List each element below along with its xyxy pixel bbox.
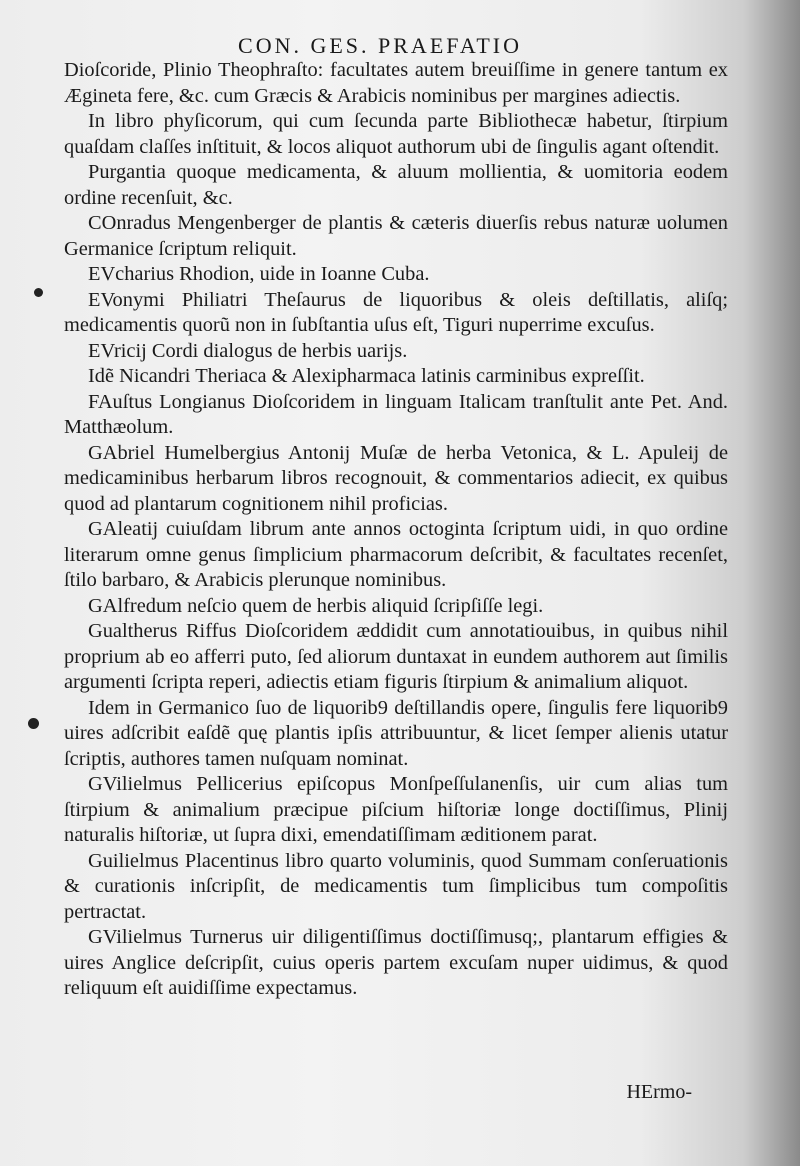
paragraph: EVricij Cordi dialogus de herbis uarijs. (88, 339, 408, 362)
paragraph: EVcharius Rhodion, uide in Ioanne Cuba. (88, 263, 430, 285)
paragraph: EVonymi Philiatri Theſaurus de liquoribus & oleis deſtillatis, aliſq; medicamentis quorũ non in ſubſtantia uſus eſt, Tiguri nuperrime excuſus. (64, 288, 728, 336)
body-text (64, 58, 728, 1002)
paragraph: Idẽ Nicandri Theriaca & Alexipharmaca latinis carminibus expreſſit. (88, 365, 645, 387)
paragraph: GAleatij cuiuſdam librum ante annos octoginta ſcriptum uidi, in quo ordine literarum omne genus ſimplicium pharmacorum deſcribit, & facultates recenſet, ſtilo barbaro, & Arabicis plerunque nominibus. (64, 518, 728, 591)
ink-spot (34, 288, 43, 297)
paragraph: Dioſcoride, Plinio Theophraſto: facultates autem breuiſſime in genere tantum ex Ægineta fere, &c. cum Græcis & Arabicis nominibus per margines adiectis. (64, 59, 728, 107)
paragraph: COnradus Mengenberger de plantis & cæteris diuerſis rebus naturæ uolumen Germanice ſcriptum reliquit. (64, 212, 728, 260)
running-header: CON. GES. PRAEFATIO (238, 33, 522, 58)
paragraph: Gualtherus Riffus Dioſcoridem æddidit cum annotatiouibus, in quibus nihil proprium ab eo afferri puto, ſed aliorum duntaxat in eundem authorem aut ſimilis argumenti ſcripta reperi, adiectis etiam figuris ſtirpium & animalium aliquot. (64, 620, 728, 693)
paragraph: GVilielmus Pellicerius epiſcopus Monſpeſſulanenſis, uir cum alias tum ſtirpium & animalium præcipue piſcium hiſtoriæ longe doctiſſimus, Plinij naturalis hiſtoriæ, ut ſupra dixi, emendatiſſimam æditionem parat. (64, 773, 728, 846)
paragraph: FAuſtus Longianus Dioſcoridem in linguam Italicam tranſtulit ante Pet. And. Matthæolum. (64, 390, 728, 438)
paragraph: GVilielmus Turnerus uir diligentiſſimus doctiſſimusq;, plantarum effigies & uires Anglice deſcripſit, cuius operis partem excuſam nuper uidimus, & quod reliquum eſt auidiſſime expectamus. (64, 926, 728, 999)
paragraph: Guilielmus Placentinus libro quarto voluminis, quod Summam conſeruationis & curationis inſcripſit, de medicamentis tum ſimplicibus tum compoſitis pertractat. (64, 849, 728, 923)
paragraph: GAlfredum neſcio quem de herbis aliquid ſcripſiſſe legi. (88, 594, 544, 617)
paragraph: In libro phyſicorum, qui cum ſecunda parte Bibliothecæ habetur, ſtirpium quaſdam claſſes inſtituit, & locos aliquot authorum ubi de ſingulis agant oſtendit. (64, 110, 728, 158)
catchword: HErmo- (626, 1081, 692, 1103)
ink-spot (28, 718, 39, 729)
paragraph: Purgantia quoque medicamenta, & aluum mollientia, & uomitoria eodem ordine recenſuit, &c. (64, 161, 728, 209)
paragraph: Idem in Germanico ſuo de liquorib9 deſtillandis opere, ſingulis fere liquorib9 uires adſcribit eaſdẽ quę plantis ipſis attribuuntur, & licet ſemper alienis utatur ſcriptis, authores tamen nuſquam nominat. (64, 696, 728, 770)
paragraph: GAbriel Humelbergius Antonij Muſæ de herba Vetonica, & L. Apuleij de medicaminibus herbarum libros recognouit, & commentarios adiecit, ex quibus quod ad plantarum cognitionem nihil proficias. (64, 441, 728, 515)
